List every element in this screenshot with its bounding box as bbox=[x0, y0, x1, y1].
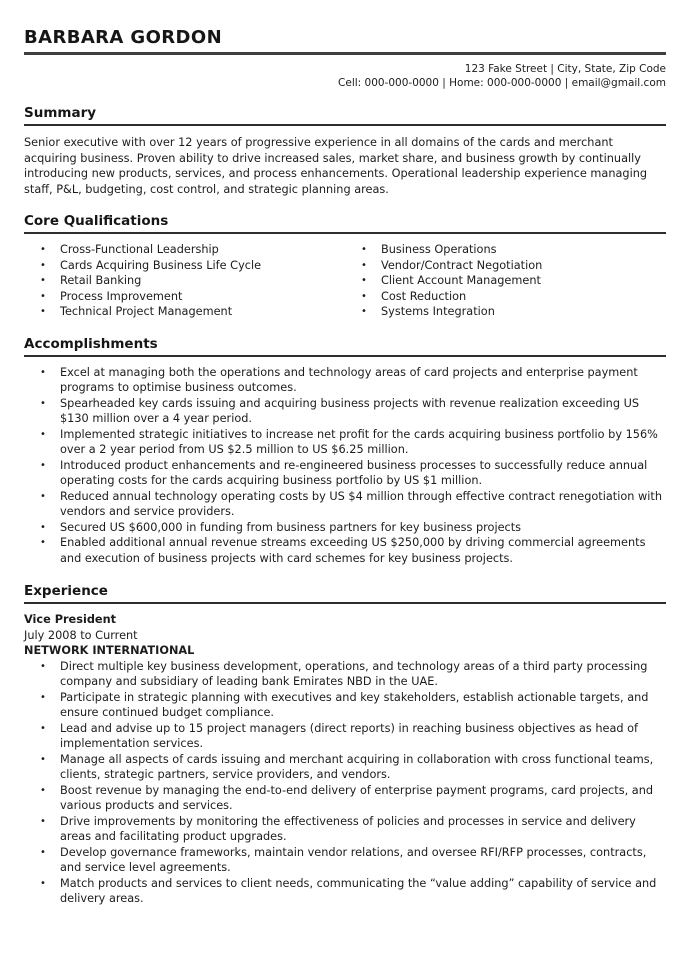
list-item-text: Drive improvements by monitoring the effectiveness of policies and processes in service and delivery areas and facilitating product upgrades. bbox=[60, 814, 636, 843]
bullet-icon: • bbox=[361, 290, 367, 302]
list-item-text: Direct multiple key business development, operations, and technology areas of a third party processing company and subsidiary of leading bank Emirates NBD in the UAE. bbox=[60, 659, 648, 688]
list-item-text: Client Account Management bbox=[381, 274, 541, 287]
list-item bbox=[24, 365, 666, 396]
bullet-icon: • bbox=[40, 275, 46, 286]
list-item-text: Manage all aspects of cards issuing and merchant acquiring in collaboration with cross functional teams, clients, strategic partners, service providers, and vendors. bbox=[60, 752, 654, 781]
core-qualifications-left-column bbox=[24, 242, 345, 320]
bullet-icon: • bbox=[40, 660, 46, 672]
list-item-text: Secured US $600,000 in funding from business partners for key business projects bbox=[60, 520, 522, 534]
bullet-icon: • bbox=[361, 306, 367, 317]
bullet-icon: • bbox=[361, 259, 367, 271]
bullet-icon: • bbox=[40, 259, 46, 271]
list-item-text: Reduced annual technology operating costs by US $4 million through effective contract renegotiation with vendors and service providers. bbox=[60, 489, 662, 518]
bullet-icon: • bbox=[40, 306, 46, 317]
list-item-text: Match products and services to client needs, communicating the “value adding” capability of service and delivery areas. bbox=[60, 876, 657, 905]
list-item bbox=[24, 289, 345, 305]
section-core-qualifications bbox=[24, 213, 666, 320]
section-accomplishments bbox=[24, 336, 666, 567]
section-summary bbox=[24, 105, 666, 197]
section-experience bbox=[24, 583, 666, 907]
bullet-icon: • bbox=[361, 244, 367, 255]
bullet-icon: • bbox=[40, 846, 46, 858]
bullet-icon: • bbox=[40, 521, 46, 533]
experience-heading: Experience bbox=[24, 583, 666, 604]
list-item-text: Introduced product enhancements and re-engineered business processes to successfully reduce annual operating costs for the cards acquiring business portfolio by US $1 million. bbox=[60, 458, 648, 487]
contact-block bbox=[24, 62, 666, 90]
list-item-text: Implemented strategic initiatives to increase net profit for the cards acquiring business portfolio by 156% over a 2 year period from US $2.5 million to US $6.25 million. bbox=[60, 427, 658, 456]
address-line: 123 Fake Street | City, State, Zip Code bbox=[464, 63, 666, 75]
list-item-text: Boost revenue by managing the end-to-end delivery of enterprise payment programs, card projects, and various products and services. bbox=[60, 783, 654, 812]
list-item-text: Business Operations bbox=[381, 243, 497, 256]
summary-heading: Summary bbox=[24, 105, 666, 126]
list-item bbox=[345, 289, 666, 305]
core-qualifications-columns bbox=[24, 242, 666, 320]
person-name: BARBARA GORDON bbox=[24, 27, 223, 48]
bullet-icon: • bbox=[40, 753, 46, 765]
list-item bbox=[24, 876, 666, 907]
list-item bbox=[24, 489, 666, 520]
list-item-text: Retail Banking bbox=[60, 274, 142, 287]
contact-line: Cell: 000-000-0000 | Home: 000-000-0000 | email@gmail.com bbox=[338, 77, 666, 89]
list-item bbox=[24, 458, 666, 489]
accomplishments-list bbox=[24, 365, 666, 567]
list-item bbox=[24, 520, 666, 536]
list-item bbox=[24, 258, 345, 274]
list-item bbox=[24, 659, 666, 690]
core-qualifications-heading: Core Qualifications bbox=[24, 213, 666, 234]
bullet-icon: • bbox=[40, 784, 46, 796]
list-item bbox=[24, 721, 666, 752]
list-item bbox=[24, 242, 345, 258]
bullet-icon: • bbox=[40, 490, 46, 502]
list-item bbox=[24, 845, 666, 876]
list-item bbox=[24, 752, 666, 783]
experience-list bbox=[24, 659, 666, 907]
list-item-text: Systems Integration bbox=[381, 305, 495, 318]
bullet-icon: • bbox=[40, 459, 46, 471]
list-item bbox=[24, 427, 666, 458]
accomplishments-heading: Accomplishments bbox=[24, 336, 666, 357]
list-item-text: Lead and advise up to 15 project managers (direct reports) in reaching business objectives as head of implementation services. bbox=[60, 721, 639, 750]
list-item-text: Spearheaded key cards issuing and acquiring business projects with revenue realization exceeding US $130 million over a 4 year period. bbox=[60, 396, 640, 425]
list-item-text: Cross-Functional Leadership bbox=[60, 243, 219, 256]
list-item bbox=[345, 273, 666, 289]
bullet-icon: • bbox=[40, 815, 46, 827]
list-item bbox=[24, 814, 666, 845]
list-item bbox=[24, 396, 666, 427]
job-dates: July 2008 to Current bbox=[24, 628, 138, 642]
list-item bbox=[345, 258, 666, 274]
bullet-icon: • bbox=[40, 244, 46, 255]
list-item-text: Enabled additional annual revenue streams exceeding US $250,000 by driving commercial agreements and execution of business projects with card schemes for key business projects. bbox=[60, 536, 646, 565]
summary-text: Senior executive with over 12 years of progressive experience in all domains of the cards and merchant acquiring business. Proven ability to drive increased sales, market share, and business growth by continually introducing new products, services, and process enhancements. Operational leadership experience managing staff, P&L, budgeting, cost control, and strategic planning areas. bbox=[24, 136, 648, 196]
list-item-text: Process Improvement bbox=[60, 289, 183, 303]
bullet-icon: • bbox=[40, 428, 46, 440]
bullet-icon: • bbox=[40, 366, 46, 378]
list-item bbox=[24, 690, 666, 721]
bullet-icon: • bbox=[40, 397, 46, 409]
job-header bbox=[24, 612, 666, 659]
list-item bbox=[345, 242, 666, 258]
list-item bbox=[24, 273, 345, 289]
list-item-text: Cost Reduction bbox=[381, 289, 467, 303]
bullet-icon: • bbox=[40, 722, 46, 734]
resume-header bbox=[24, 27, 666, 90]
list-item-text: Technical Project Management bbox=[60, 305, 233, 318]
list-item bbox=[345, 304, 666, 320]
core-qualifications-right-column bbox=[345, 242, 666, 320]
job-title: Vice President bbox=[24, 613, 117, 626]
bullet-icon: • bbox=[361, 275, 367, 286]
bullet-icon: • bbox=[40, 290, 46, 302]
list-item-text: Excel at managing both the operations and technology areas of card projects and enterprise payment programs to optimise business outcomes. bbox=[60, 365, 638, 394]
bullet-icon: • bbox=[40, 691, 46, 703]
list-item bbox=[24, 535, 666, 566]
list-item-text: Participate in strategic planning with executives and key stakeholders, establish actionable targets, and ensure continued budget compliance. bbox=[60, 690, 649, 719]
bullet-icon: • bbox=[40, 537, 46, 548]
header-double-rule bbox=[24, 52, 666, 55]
list-item bbox=[24, 304, 345, 320]
list-item-text: Develop governance frameworks, maintain vendor relations, and oversee RFI/RFP processes, contracts, and service level agreements. bbox=[60, 845, 647, 874]
list-item bbox=[24, 783, 666, 814]
job-company: NETWORK INTERNATIONAL bbox=[24, 644, 195, 657]
list-item-text: Cards Acquiring Business Life Cycle bbox=[60, 258, 262, 272]
list-item-text: Vendor/Contract Negotiation bbox=[381, 258, 543, 272]
bullet-icon: • bbox=[40, 877, 46, 889]
